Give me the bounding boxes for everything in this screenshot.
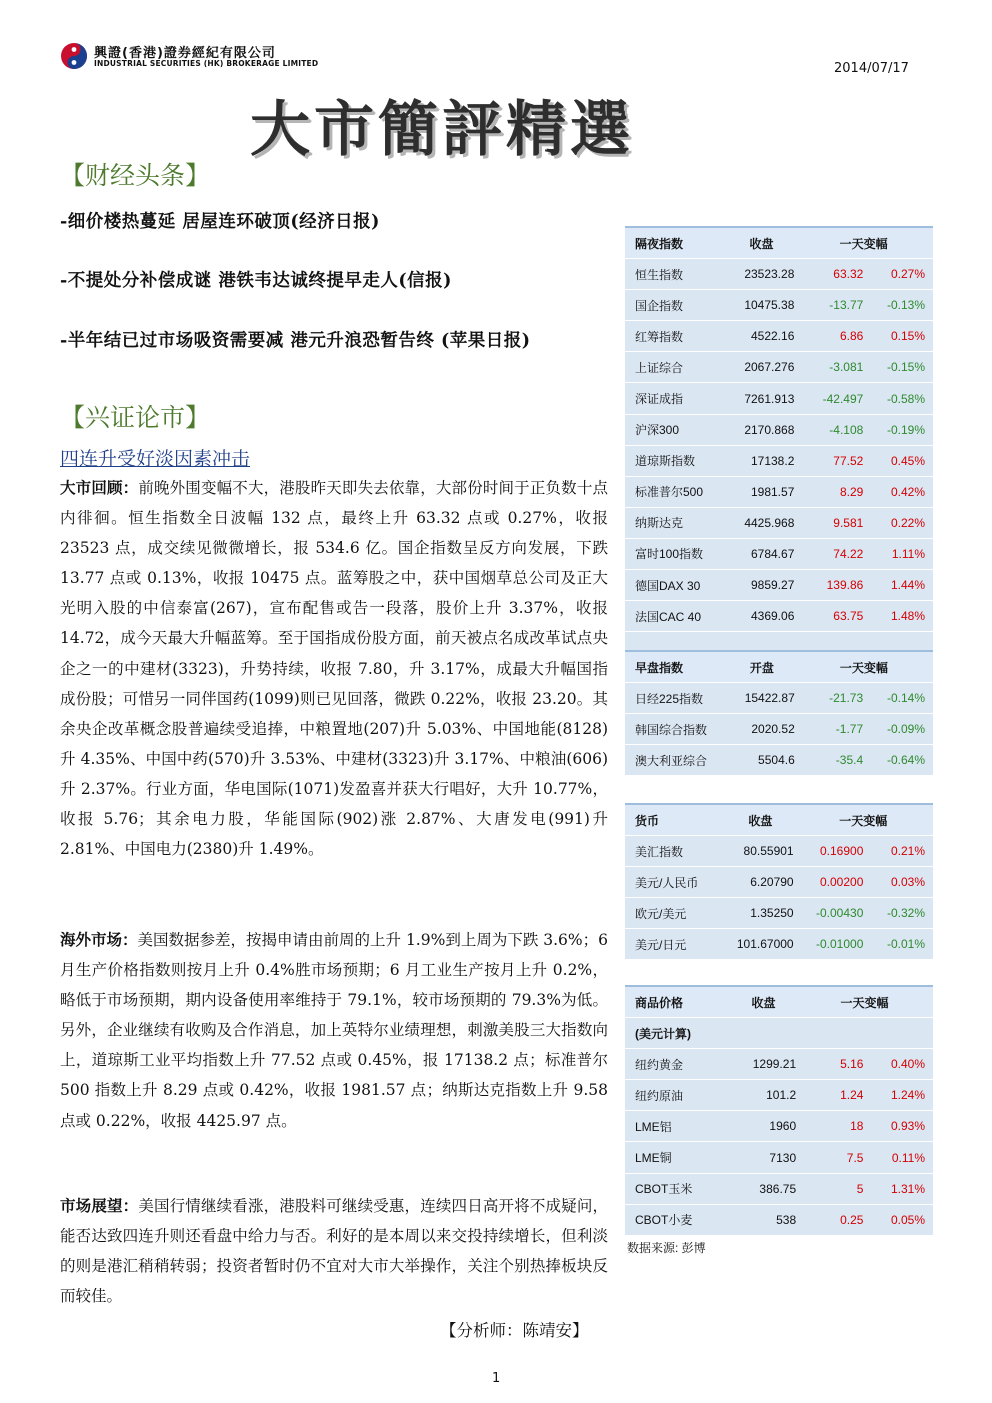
row-change-cell: 139.86 [802,570,871,601]
header-cell: 隔夜指数 [625,227,729,259]
table-row [625,570,933,601]
row-name-cell: LME铝 [625,1111,731,1142]
table-row [625,1142,933,1173]
row-name-cell: 德国DAX 30 [625,570,729,601]
table-row [625,929,933,960]
row-close-cell: 9859.27 [729,570,803,601]
row-close-cell: 17138.2 [729,445,803,476]
table-row [625,259,933,290]
row-close-cell: 7130 [731,1142,804,1173]
row-close-cell: 5504.6 [729,745,803,776]
row-name-cell: CBOT小麦 [625,1204,731,1235]
row-name-cell: 富时100指数 [625,538,729,569]
table-row [625,683,933,714]
row-close-cell: 538 [731,1204,804,1235]
row-name-cell: 国企指数 [625,290,729,321]
table-row [625,476,933,507]
row-percent-cell: -0.09% [871,714,933,745]
table-header [625,651,933,683]
company-logo [60,42,360,70]
table-row [625,538,933,569]
row-percent-cell: 0.27% [871,259,933,290]
morning-index-table [625,650,933,776]
paragraph-market-outlook [60,1191,608,1311]
headline-item: -细价楼热蔓延 居屋连环破顶(经济日报) [60,212,380,232]
header-cell: 收盘 [729,227,803,259]
paragraph-text: 美国数据参差，按揭申请由前周的上升 1.9%到上周为下跌 3.6%；6 月生产价格指数则按月上升 0.4%胜市场预期；6 月工业生产按月上升 0.2%，略低于市场预期，期内设备使用率维持于 79.1%，较市场预期的 79.3%为低。另外，企业继续有收购及合作消息，加上英特尔业绩理想，刺激美股三大指数向上，道琼斯工业平均指数上升 77.52 点或 0.45%，报 17138.2 点；标准普尔 500 指数上升 8.29 点或 0.42%，收报 1981.57 点；纳斯达克指数上升 9.58 点或 0.22%，收报 4425.97 点。 [60,931,608,1130]
table-row [625,445,933,476]
row-change-cell: -3.081 [802,352,871,383]
row-change-cell: 0.25 [804,1204,871,1235]
header-cell: 一天变幅 [802,804,933,836]
row-change-cell: 18 [804,1111,871,1142]
row-close-cell: 1.35250 [727,898,801,929]
table-row [625,321,933,352]
row-change-cell: 5 [804,1173,871,1204]
row-percent-cell: 0.22% [871,507,933,538]
row-name-cell: 红筹指数 [625,321,729,352]
row-close-cell: 1960 [731,1111,804,1142]
row-close-cell: 4369.06 [729,601,803,632]
row-close-cell: 80.55901 [727,836,801,867]
row-percent-cell: 0.45% [871,445,933,476]
overnight-index-table [625,226,933,663]
row-close-cell: 101.67000 [727,929,801,960]
row-percent-cell: 1.48% [871,601,933,632]
row-name-cell: 韩国综合指数 [625,714,729,745]
table-row [625,1049,933,1080]
row-name-cell: 日经225指数 [625,683,729,714]
table-row [625,352,933,383]
row-name-cell: 纽约原油 [625,1080,731,1111]
row-name-cell: 澳大利亚综合 [625,745,729,776]
row-close-cell: 6784.67 [729,538,803,569]
row-percent-cell: -0.64% [871,745,933,776]
row-change-cell: 1.24 [804,1080,871,1111]
table-header [625,986,933,1018]
row-close-cell: 1981.57 [729,476,803,507]
table-row [625,1111,933,1142]
table-row [625,1204,933,1235]
row-close-cell: 1299.21 [731,1049,804,1080]
row-close-cell: 2170.868 [729,414,803,445]
row-change-cell: -0.01000 [802,929,872,960]
row-close-cell: 10475.38 [729,290,803,321]
row-percent-cell: -0.13% [871,290,933,321]
table-row [625,898,933,929]
row-name-cell: 纽约黄金 [625,1049,731,1080]
table-row [625,745,933,776]
row-change-cell: -21.73 [803,683,871,714]
row-percent-cell: -0.15% [871,352,933,383]
table-row [625,290,933,321]
row-percent-cell: -0.01% [871,929,933,960]
analyst-credit: 【分析师：陈靖安】 [440,1321,589,1340]
header-cell: 货币 [625,804,727,836]
company-name-cn: 興證(香港)證券經紀有限公司 [94,46,276,61]
row-percent-cell: -0.32% [871,898,933,929]
row-change-cell: 74.22 [802,538,871,569]
row-name-cell: 上证综合 [625,352,729,383]
table-row [625,1173,933,1204]
paragraph-label: 大市回顾： [60,478,139,497]
company-name-en: INDUSTRIAL SECURITIES (HK) BROKERAGE LIMITED [94,59,319,68]
row-name-cell: 纳斯达克 [625,507,729,538]
row-change-cell: 7.5 [804,1142,871,1173]
row-close-cell: 7261.913 [729,383,803,414]
row-name-cell: 欧元/美元 [625,898,727,929]
row-change-cell: 9.581 [802,507,871,538]
row-change-cell: -0.00430 [802,898,872,929]
row-name-cell: 美汇指数 [625,836,727,867]
data-source: 数据来源: 彭博 [627,1241,706,1255]
table-row [625,414,933,445]
row-name-cell: 沪深300 [625,414,729,445]
row-percent-cell: 1.44% [871,570,933,601]
paragraph-text: 前晚外围变幅不大，港股昨天即失去依靠，大部份时间于正负数十点内徘徊。恒生指数全日波幅 132 点，最终上升 63.32 点或 0.27%，收报 23523 点，成交续见微微增长，报 534.6 亿。国企指数呈反方向发展，下跌 13.77 点或 0.13%，收报 10475 点。蓝筹股之中，获中国烟草总公司及正大光明入股的中信泰富(267)，宣布配售或告一段落，股价上升 3.37%，收报 14.72，成今天最大升幅蓝筹。至于国指成份股方面，前天被点名成改革试点央企之一的中建材(3323)，升势持续，收报 7.80，升 3.17%，成最大升幅国指成份股；可惜另一同伴国药(1099)则已见回落，微跌 0.22%，收报 23.20。其余央企改革概念股普遍续受追捧，中粮置地(207)升 5.03%、中国地能(8128)升 4.35%、中国中药(570)升 3.53%、中建材(3323)升 3.17%、中粮油(606)升 2.37%。行业方面，华电国际(1071)发盈喜并获大行唱好，大升 10.77%，收报 5.76；其余电力股，华能国际(902)涨 2.87%、大唐发电(991)升 2.81%、中国电力(2380)升 1.49%。 [60,479,608,859]
header-cell: 一天变幅 [802,227,933,259]
row-name-cell: 美元/人民币 [625,867,727,898]
header-cell: 收盘 [731,986,804,1018]
row-percent-cell: -0.58% [871,383,933,414]
header-cell: 收盘 [727,804,801,836]
header-cell: 商品价格 [625,986,731,1018]
row-percent-cell: -0.14% [871,683,933,714]
paragraph-label: 海外市场： [60,930,138,949]
commodity-table [625,985,933,1236]
row-close-cell: 23523.28 [729,259,803,290]
row-percent-cell: 1.31% [871,1173,933,1204]
row-percent-cell: 0.15% [871,321,933,352]
table-row [625,383,933,414]
row-name-cell: 道琼斯指数 [625,445,729,476]
table-header [625,227,933,259]
row-name-cell: 深证成指 [625,383,729,414]
headline-item: -不提处分补偿成谜 港铁韦达诚终提早走人(信报) [60,271,452,291]
article-title: 四连升受好淡因素冲击 [60,448,251,470]
row-close-cell: 4522.16 [729,321,803,352]
row-close-cell: 15422.87 [729,683,803,714]
report-date: 2014/07/17 [834,61,909,76]
comment-section-heading: 【兴证论市】 [60,403,211,432]
row-change-cell: 0.16900 [802,836,872,867]
row-change-cell: 8.29 [802,476,871,507]
row-change-cell: 63.32 [802,259,871,290]
row-name-cell: 恒生指数 [625,259,729,290]
paragraph-market-review [60,473,608,864]
table-row [625,867,933,898]
row-change-cell: -1.77 [803,714,871,745]
row-close-cell: 2067.276 [729,352,803,383]
row-change-cell: 6.86 [802,321,871,352]
row-change-cell: -13.77 [802,290,871,321]
finance-section-heading: 【财经头条】 [60,161,211,190]
table-row [625,507,933,538]
paragraph-text: 美国行情继续看涨，港股料可继续受惠，连续四日高开将不成疑问，能否达致四连升则还看盘中给力与否。利好的是本周以来交投持续增长，但利淡的则是港汇稍稍转弱；投资者暂时仍不宜对大市大举操作，关注个别热捧板块反而较佳。 [60,1197,608,1306]
row-percent-cell: 0.40% [871,1049,933,1080]
row-change-cell: 63.75 [802,601,871,632]
row-change-cell: 77.52 [802,445,871,476]
table-header [625,804,933,836]
row-percent-cell: 0.21% [871,836,933,867]
row-change-cell: -42.497 [802,383,871,414]
headline-item: -半年结已过市场吸资需要减 港元升浪恐暂告终 (苹果日报) [60,331,531,351]
row-name-cell: 美元/日元 [625,929,727,960]
table-row [625,714,933,745]
row-percent-cell: 0.03% [871,867,933,898]
page-title: 大市簡評精選 [250,95,634,165]
row-close-cell: 386.75 [731,1173,804,1204]
row-percent-cell: 1.11% [871,538,933,569]
table-row [625,1080,933,1111]
row-close-cell: 101.2 [731,1080,804,1111]
row-change-cell: 5.16 [804,1049,871,1080]
row-percent-cell: 0.11% [871,1142,933,1173]
table-row [625,836,933,867]
row-change-cell: 0.00200 [802,867,872,898]
paragraph-overseas-market [60,925,608,1136]
table-subheader [625,1018,933,1049]
currency-table [625,803,933,960]
row-name-cell: CBOT玉米 [625,1173,731,1204]
row-close-cell: 6.20790 [727,867,801,898]
row-percent-cell: -0.19% [871,414,933,445]
row-name-cell: 法国CAC 40 [625,601,729,632]
row-percent-cell: 1.24% [871,1080,933,1111]
row-percent-cell: 0.93% [871,1111,933,1142]
row-name-cell: 标准普尔500 [625,476,729,507]
header-cell: 一天变幅 [803,651,933,683]
row-percent-cell: 0.42% [871,476,933,507]
table-row [625,601,933,632]
row-close-cell: 4425.968 [729,507,803,538]
header-cell: 开盘 [729,651,803,683]
company-logo-icon [60,42,88,70]
row-percent-cell: 0.05% [871,1204,933,1235]
subheader-cell: (美元计算) [625,1018,933,1049]
row-change-cell: -4.108 [802,414,871,445]
row-name-cell: LME铜 [625,1142,731,1173]
page-number: 1 [492,1371,501,1386]
paragraph-label: 市场展望： [60,1196,139,1215]
row-change-cell: -35.4 [803,745,871,776]
header-cell: 一天变幅 [804,986,933,1018]
header-cell: 早盘指数 [625,651,729,683]
row-close-cell: 2020.52 [729,714,803,745]
